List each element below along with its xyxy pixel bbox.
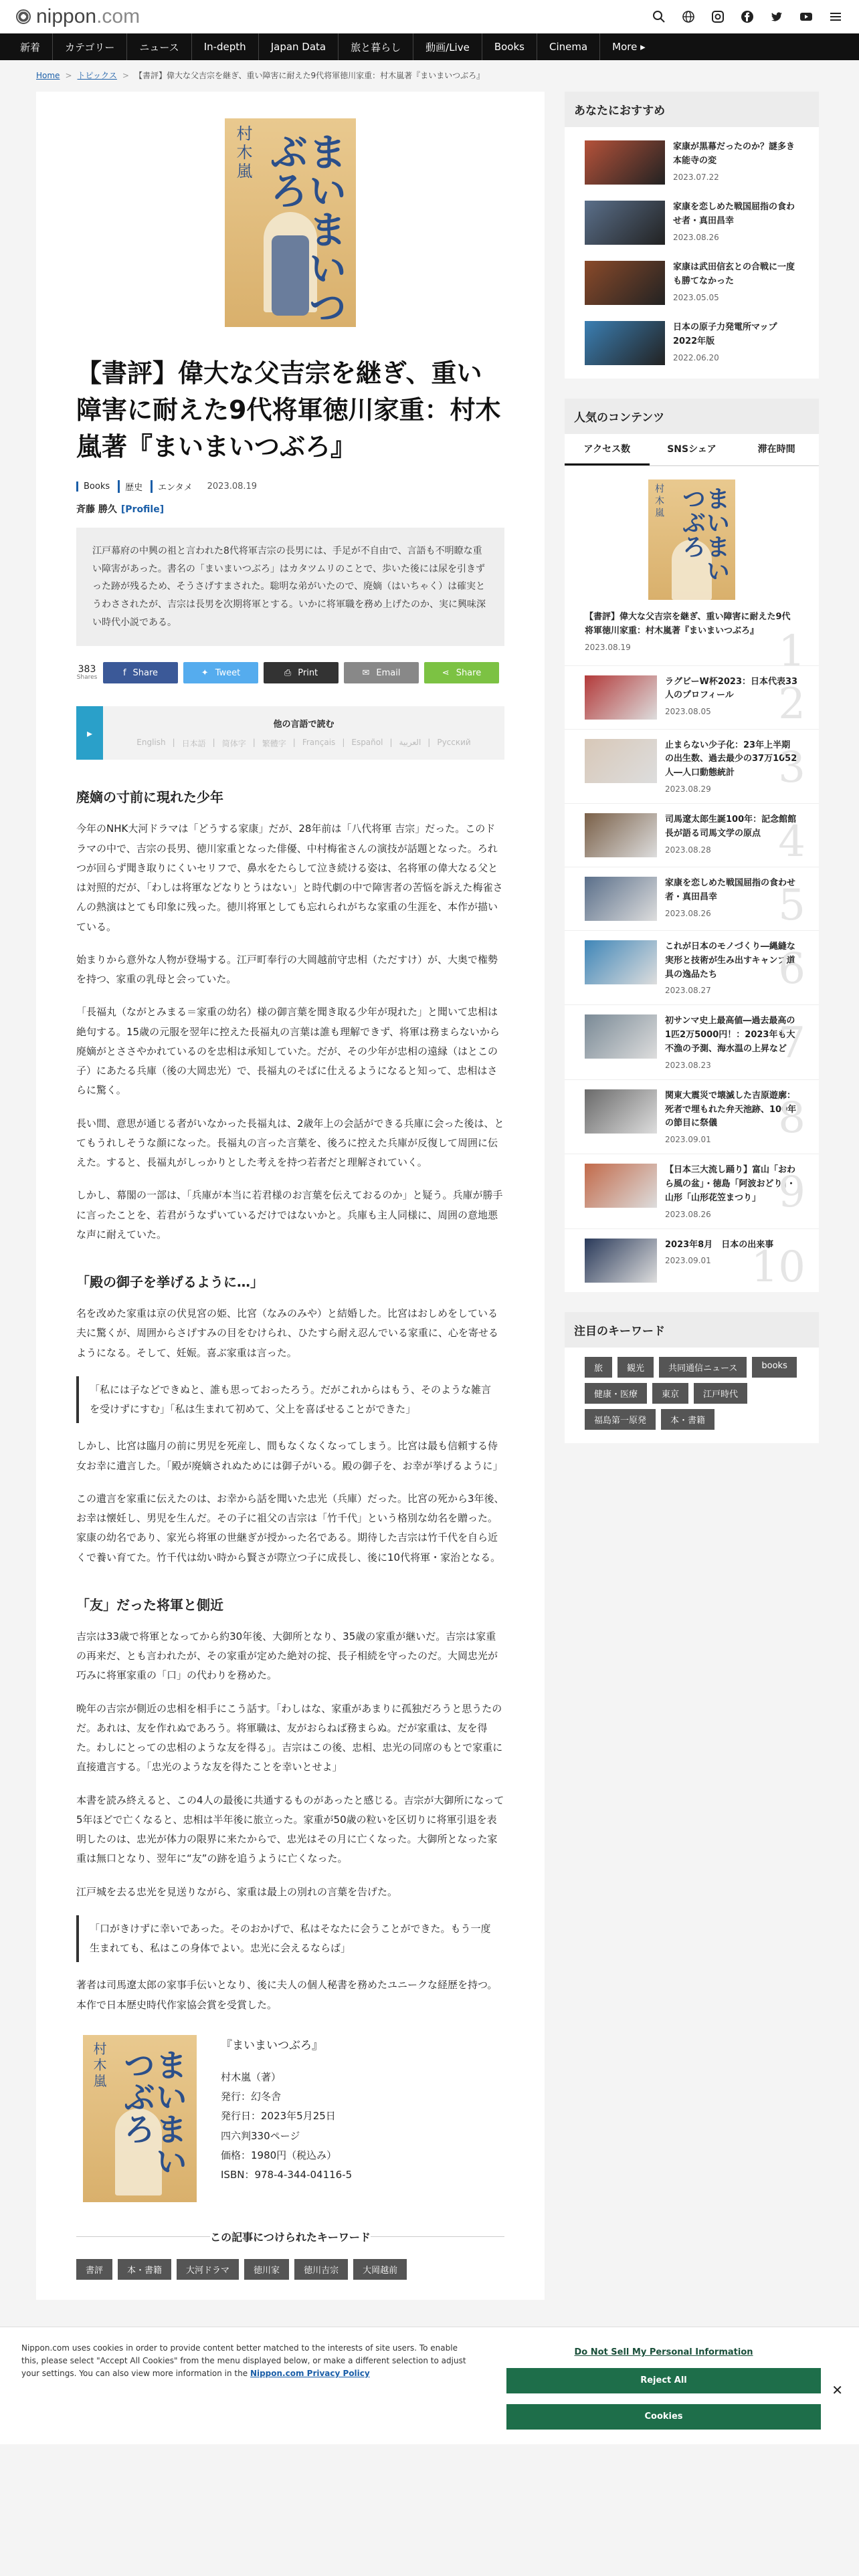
article-date: 2023.08.19: [207, 481, 258, 492]
quote: 「口がきけずに幸いであった。そのおかげで、私はそなたに会うことができた。もう一度生まれても、私はこの身体でよい。忠光に会えるならば」: [76, 1915, 504, 1963]
rank-number: 10: [751, 1242, 805, 1292]
paragraph: 吉宗は33歳で将軍となってから約30年後、大御所となり、35歳の家重が継いだ。吉宗は家重の再来だ、とも言われたが、その家重が定めた絶対の掟、長子相続を守ったのだ。大岡忠光が巧みに将軍家重の「口」の代わりを務めた。: [76, 1630, 498, 1682]
author-profile-link[interactable]: [Profile]: [120, 504, 165, 516]
recommend-title: 家康を恋しめた戦国屈指の食わせ者・真田昌幸: [673, 202, 795, 226]
rank-item[interactable]: [565, 930, 819, 1004]
rank-date: 2023.09.01: [665, 1135, 711, 1145]
nav-item[interactable]: ニュース: [127, 33, 191, 60]
language-link[interactable]: Русский: [437, 738, 471, 748]
paragraph: 著者は司馬遼太郎の家事手伝いとなり、後に夫人の個人秘書を務めたユニークな経歴を持つ。本作で日本歴史時代作家協会賞を受賞した。: [76, 1979, 498, 2011]
recommend-date: 2023.05.05: [673, 292, 719, 302]
paragraph: 名を改めた家重は京の伏見宮の姫、比宮（なみのみや）と結婚した。比宮はおしめをしている夫に驚くが、周囲からさげすみの目をむけられ、ひたすら耐え忍んでいる家重に、心を寄せるようになる。そして、妊娠。喜ぶ家重は言った。: [76, 1307, 498, 1359]
rank-date: 2023.08.19: [585, 642, 631, 652]
rank-number: 4: [778, 817, 805, 867]
rank-date: 2023.08.26: [665, 1209, 711, 1219]
share-icon: ⋖: [442, 667, 450, 678]
keyword-tag[interactable]: 福島第一原発: [585, 1409, 656, 1430]
tag-books[interactable]: Books: [76, 481, 110, 492]
rank-number: 6: [778, 944, 805, 994]
twitter-icon[interactable]: [769, 9, 784, 24]
section-heading: 廃嫡の寸前に現れた少年: [76, 789, 223, 806]
top-bar: [0, 0, 859, 33]
recommend-title: あなたにおすすめ: [565, 92, 819, 127]
keyword-tag[interactable]: 健康・医療: [585, 1383, 647, 1404]
expand-icon[interactable]: ▸: [76, 706, 103, 760]
twitter-icon: ✦: [201, 667, 209, 678]
rank-title: 初サンマ史上最高値―過去最高の1匹2万5000円！：2023年も大不漁の予測、海水温の上昇など: [665, 1016, 795, 1054]
book-info: [76, 2035, 504, 2202]
nav-item[interactable]: 新着: [8, 33, 53, 60]
paragraph: 長い間、意思が通じる者がいなかった長福丸は、2歳年上の会話ができる兵庫に会った後は、とてもうれしそうな顔になった。長福丸の言った言葉を、後ろに控えた兵庫が反復して周囲に伝えた。すると、長福丸がしっかりとした考えを持つ若者だと理解されていく。: [76, 1117, 504, 1168]
keyword-tag[interactable]: 大河ドラマ: [177, 2259, 239, 2280]
rank-thumb: [585, 739, 657, 783]
language-separator: |: [342, 738, 345, 748]
rank-title: これが日本のモノづくり―縄縫な実形と技術が生み出すキャンプ道具の逸品たち: [665, 941, 795, 980]
rank-title: 【日本三大流し踊り】富山「おわら風の盆」・徳島「阿波おどり」・山形「山形花笠まつり」: [665, 1165, 796, 1203]
language-link[interactable]: Español: [351, 738, 383, 748]
keyword-tag[interactable]: 江戸時代: [694, 1383, 747, 1404]
language-separator: |: [389, 738, 393, 748]
breadcrumb-current: 【書評】偉大な父吉宗を継ぎ、重い障害に耐えた9代将軍徳川家重：村木嵐著『まいまいつぶろ』: [134, 71, 485, 80]
language-separator: |: [427, 738, 431, 748]
recommend-item[interactable]: [565, 132, 819, 193]
nav-item[interactable]: In-depth: [192, 33, 259, 60]
popular-tab[interactable]: SNSシェア: [667, 444, 717, 455]
book-info-cover: 村木嵐 まいまいつぶろ: [83, 2035, 197, 2202]
instagram-icon[interactable]: [710, 9, 725, 24]
rank-thumb: [585, 1089, 657, 1134]
popular-widget: [565, 399, 819, 1292]
breadcrumb: Home > トピックス > 【書評】偉大な父吉宗を継ぎ、重い障害に耐えた9代将軍徳川家重：村木嵐著『まいまいつぶろ』: [36, 71, 485, 80]
facebook-icon[interactable]: [740, 9, 755, 24]
recommend-date: 2022.06.20: [673, 352, 719, 362]
rank-number: 9: [778, 1168, 805, 1218]
facebook-icon: f: [122, 667, 126, 678]
language-separator: |: [292, 738, 296, 748]
email-button[interactable]: ✉ Email: [344, 662, 419, 683]
rank-item[interactable]: [565, 466, 819, 676]
rank-date: 2023.08.28: [665, 845, 711, 855]
search-icon[interactable]: [652, 9, 666, 24]
menu-icon[interactable]: [828, 9, 843, 24]
logo-text: nippon: [36, 5, 97, 27]
nav-item[interactable]: 動画/Live: [413, 33, 482, 60]
rank-title: 2023年8月 日本の出来事: [665, 1239, 774, 1250]
other-languages: [76, 706, 504, 760]
globe-icon[interactable]: [681, 9, 696, 24]
rank-item[interactable]: [565, 1004, 819, 1079]
email-icon: ✉: [362, 667, 370, 678]
article-tags: [76, 480, 504, 493]
privacy-policy-link[interactable]: Nippon.com Privacy Policy: [250, 2369, 370, 2379]
rank-item[interactable]: [565, 1154, 819, 1228]
recommend-item[interactable]: [565, 193, 819, 253]
hero-image: [76, 118, 504, 327]
keyword-tag[interactable]: 共同通信ニュース: [659, 1357, 747, 1378]
keyword-tag[interactable]: 観光: [617, 1357, 654, 1378]
author-name: 斉藤 勝久: [76, 504, 117, 516]
article-keywords: [76, 2259, 504, 2280]
popular-title: 人気のコンテンツ: [565, 399, 819, 434]
rank-title: 関東大震災で壊滅した吉原遊廓：死者で埋もれた弁天池跡、100年の節目に祭儀: [665, 1090, 797, 1129]
logo-suffix: .com: [96, 5, 140, 27]
rank-thumb: [585, 1239, 657, 1283]
rank-title: ラグビーW杯2023：日本代表33人のプロフィール: [665, 676, 798, 701]
paragraph: この遺言を家重に伝えたのは、お幸から話を聞いた忠光（兵庫）だった。比宮の死から3年後、お幸は懐妊し、男児を生んだ。その子に祖父の吉宗は「竹千代」という格別な幼名を贈った。家康の幼名であり、家光ら将軍の世継ぎが授かった名である。期待した吉宗は竹千代を自ら近くで養い育てた。竹千代は幼い時から賢さが際立つ子に成長し、後に10代将軍・家治となる。: [76, 1492, 504, 1564]
share-bar: [76, 662, 504, 683]
share-count: 383 Shares: [76, 663, 98, 681]
rank-title: 【書評】偉大な父吉宗を継ぎ、重い障害に耐えた9代将軍徳川家重：村木嵐著『まいまいつぶろ』: [585, 612, 791, 636]
book-info-line: 村木嵐（著）: [221, 2070, 282, 2083]
cover-author: 村木嵐: [233, 125, 252, 181]
paragraph: 江戸城を去る忠光を見送りながら、家重は最上の別れの言葉を告げた。: [76, 1885, 398, 1898]
cookie-banner: [0, 2327, 859, 2444]
keyword-tag[interactable]: 大岡越前: [353, 2259, 407, 2280]
nav-item[interactable]: Japan Data: [259, 33, 339, 60]
accept-cookies-button[interactable]: Cookies: [506, 2404, 821, 2430]
rank-number: 8: [778, 1093, 805, 1143]
rank-number: 3: [778, 742, 805, 792]
rank-title: 司馬遼太郎生誕100年：記念館館長が語る司馬文学の原点: [665, 814, 797, 839]
breadcrumb-home[interactable]: Home: [36, 71, 60, 80]
language-separator: |: [252, 738, 256, 748]
rank-item[interactable]: [565, 867, 819, 930]
rank-thumb: [585, 940, 657, 984]
rank-item[interactable]: [565, 1079, 819, 1154]
recommend-thumb: [585, 261, 665, 305]
rank-date: 2023.09.01: [665, 1256, 711, 1266]
language-link[interactable]: العربية: [399, 738, 421, 748]
rank-number: 7: [778, 1018, 805, 1069]
article-keywords-title: この記事につけられたキーワード: [76, 2229, 504, 2244]
rank-date: 2023.08.26: [665, 908, 711, 918]
rank-item[interactable]: [565, 729, 819, 803]
paragraph: しかし、比宮は臨月の前に男児を死産し、間もなくなくなってしまう。比宮は最も信頼する侍女お幸に遺言した。「殿が廃嫡されぬためには御子がいる。殿の御子を、お幸が挙げるように」: [76, 1440, 503, 1472]
book-info-line: 発行日：2023年5月25日: [221, 2110, 336, 2123]
languages-title: 他の言語で読む: [273, 720, 335, 730]
paragraph: 始まりから意外な人物が登場する。江戸町奉行の大岡越前守忠相（ただすけ）が、大奥で権勢を持つ、家重の乳母と会っていた。: [76, 953, 498, 985]
keywords-widget-title: 注目のキーワード: [565, 1312, 819, 1348]
logo-mark-icon: [16, 9, 31, 24]
rank-thumb: 村木嵐 まいまいつぶろ: [648, 479, 735, 600]
rank-thumb: [585, 813, 657, 857]
youtube-icon[interactable]: [799, 9, 814, 24]
recommend-title: 日本の原子力発電所マップ 2022年版: [673, 322, 777, 346]
article-lead: 江戸幕府の中興の祖と言われた8代将軍吉宗の長男には、手足が不自由で、言語も不明瞭な重い障害があった。書名の「まいまいつぶろ」はカタツムリのことで、歩いた後には尿を引きずった跡が残るため、そうさげすまされた。聡明な弟がいたので、廃嫡（はいちゃく）は確実とうわさされたが、吉宗は長男を次期将軍とする。いかに将軍職を務め上げたのか、実に興味深い時代小説である。: [76, 528, 504, 646]
article-main: [36, 92, 545, 2300]
keyword-tag[interactable]: 本・書籍: [661, 1409, 714, 1430]
keyword-tag[interactable]: 徳川吉宗: [294, 2259, 348, 2280]
book-info-line: 価格：1980円（税込み）: [221, 2149, 337, 2161]
book-info-title: 『まいまいつぶろ』: [221, 2038, 323, 2052]
recommend-date: 2023.07.22: [673, 172, 719, 182]
nav-item[interactable]: More ▸: [612, 41, 646, 53]
twitter-share-button[interactable]: ✦ Tweet: [183, 662, 258, 683]
rank-item[interactable]: [565, 803, 819, 867]
language-link[interactable]: 简体字: [221, 739, 246, 749]
quote: 「私には子などできぬと、誰も思っておったろう。だがこれからはもう、そのような雑言を受けずにすむ」「私は生まれて初めて、父上を喜ばせることができた」: [76, 1376, 504, 1424]
popular-tab[interactable]: アクセス数: [565, 434, 650, 465]
keyword-tag[interactable]: 東京: [652, 1383, 688, 1404]
book-info-line: 四六判330ページ: [221, 2129, 300, 2142]
recommend-thumb: [585, 201, 665, 245]
recommend-widget: [565, 92, 819, 379]
recommend-item[interactable]: [565, 313, 819, 373]
paragraph: 本書を読み終えると、この4人の最後に共通するものがあったと感じる。吉宗が大御所になって5年ほどで亡くなると、忠相は半年後に旅立った。家重が50歳の粒いを区切りに将軍引退を表明したのは、忠光が体力の限界に来たからで、忠光はその月に亡くなった。大御所となった家重は無口となり、翌年に“友”の跡を追うように亡くなった。: [76, 1794, 504, 1865]
facebook-share-button[interactable]: f Share: [103, 662, 178, 683]
language-separator: |: [212, 738, 215, 748]
recommend-thumb: [585, 140, 665, 185]
rank-date: 2023.08.29: [665, 784, 711, 794]
rank-date: 2023.08.27: [665, 986, 711, 996]
nav-item[interactable]: Cinema: [537, 33, 600, 60]
recommend-title: 家康は武田信玄との合戦に一度も勝てなかった: [673, 262, 795, 286]
book-cover-image: [225, 118, 356, 327]
book-info-line: ISBN：978-4-344-04116-5: [221, 2169, 353, 2181]
paragraph: 「長福丸（ながとみまる＝家重の幼名）様の御言葉を聞き取る少年が現れた」と聞いて忠相は絶句する。15歳の元服を翌年に控えた長福丸の言葉は誰も理解できず、将軍は務まらないから廃嫡がとささやかれているのを忠相は承知していた。だが、その少年が忠相の遠縁（はとこの子）にあたる兵庫（後の大岡忠光）で、長福丸のそばに仕えるようになると知って、忠相はさらに驚く。: [76, 1006, 500, 1097]
paragraph: 今年のNHK大河ドラマは「どうする家康」だが、28年前は「八代将軍 吉宗」だった。このドラマの中で、吉宗の長男、徳川家重となった俳優、中村梅雀さんの演技が話題となった。ろれつが回らず聞き取りにくいセリフで、鼻水をたらして泣き続ける姿は、名将軍の偉大なる父とは対照的だが、「わしは将軍などなりとうはない」と時代劇の中で障害者の苦悩を訴えた梅雀さんの熱演はとても印象に残った。徳川将軍としても忘れられがちな家重の生涯を、本作が描いている。: [76, 823, 503, 933]
keyword-tag[interactable]: 書評: [76, 2259, 112, 2280]
paragraph: しかし、幕閣の一部は、「兵庫が本当に若君様のお言葉を伝えておるのか」と疑う。兵庫が勝手に言ったことを、若君がうなずいているだけではないかと。兵庫も主人同様に、周囲の意地悪な声に耐えていた。: [76, 1189, 503, 1241]
article-author: [76, 502, 504, 516]
rank-date: 2023.08.23: [665, 1060, 711, 1070]
language-separator: |: [172, 738, 175, 748]
rank-number: 5: [778, 880, 805, 930]
rank-number: 1: [778, 627, 805, 676]
rank-title: 家康を恋しめた戦国屈指の食わせ者・真田昌幸: [665, 877, 796, 902]
book-info-line: 発行：幻冬舎: [221, 2090, 282, 2103]
language-link[interactable]: English: [136, 738, 166, 748]
sidebar: [565, 92, 819, 2300]
nav-item[interactable]: カテゴリー: [53, 33, 127, 60]
main-nav: [0, 33, 859, 60]
site-logo[interactable]: [16, 5, 140, 28]
close-icon[interactable]: ✕: [832, 2381, 843, 2398]
nav-item[interactable]: 旅と暮らし: [339, 33, 413, 60]
breadcrumb-topics[interactable]: トピックス: [77, 71, 117, 80]
share-button[interactable]: ⋖ Share: [424, 662, 499, 683]
printer-icon: ⎙: [284, 667, 292, 678]
cookie-text: Nippon.com uses cookies in order to provide content better matched to the interests of site users. To enable this, please select "Accept All Cookies" from the menu displayed below, or make a different selection to adjust your settings. You can also view more information in the Nippon.com Privacy Policy: [21, 2343, 466, 2379]
language-link[interactable]: 日本語: [181, 739, 206, 749]
rank-thumb: [585, 877, 657, 921]
cover-title: まいまいつぶろ: [263, 132, 347, 326]
rank-number: 2: [778, 679, 805, 729]
rank-thumb: [585, 675, 657, 720]
recommend-item[interactable]: [565, 253, 819, 313]
rank-item[interactable]: [565, 1228, 819, 1292]
keyword-tag[interactable]: 徳川家: [244, 2259, 289, 2280]
rank-item[interactable]: [565, 665, 819, 729]
keywords-widget: [565, 1312, 819, 1443]
tag-history[interactable]: 歴史: [118, 480, 142, 493]
section-heading: 「殿の御子を挙げるように…」: [76, 1274, 264, 1290]
paragraph: 晩年の吉宗が側近の忠相を相手にこう話す。「わしはな、家重があまりに孤独だろうと思うたのだ。あれは、友を作れぬであろう。将軍職は、友がおらねば務まらぬ。だが家重は、友を得た。わしにとっての忠相のような友を得る」。吉宗はこの後、忠相、忠光の同席のもとで家重に直接遺言する。「忠光のような友を得たことを幸いとせよ」: [76, 1702, 503, 1774]
do-not-sell-link[interactable]: Do Not Sell My Personal Information: [574, 2347, 753, 2357]
language-link[interactable]: Français: [302, 738, 336, 748]
rank-thumb: [585, 1164, 657, 1208]
reject-all-button[interactable]: Reject All: [506, 2368, 821, 2393]
recommend-date: 2023.08.26: [673, 232, 719, 242]
tag-entertainment[interactable]: エンタメ: [151, 480, 192, 493]
keyword-tag[interactable]: 本・書籍: [118, 2259, 171, 2280]
recommend-thumb: [585, 321, 665, 365]
section-heading: 「友」だった将軍と側近: [76, 1596, 223, 1613]
article-title: 【書評】偉大な父吉宗を継ぎ、重い障害に耐えた9代将軍徳川家重：村木嵐著『まいまいつぶろ』: [76, 358, 501, 462]
rank-title: 止まらない少子化：23年上半期の出生数、過去最少の37万1052人―人口動態統計: [665, 740, 797, 778]
keyword-tag[interactable]: books: [752, 1357, 796, 1378]
rank-date: 2023.08.05: [665, 707, 711, 717]
language-link[interactable]: 繁體字: [262, 739, 286, 749]
popular-tab[interactable]: 滞在時間: [757, 444, 795, 455]
print-button[interactable]: ⎙ Print: [264, 662, 339, 683]
rank-thumb: [585, 1014, 657, 1059]
recommend-title: 家康が黒幕だったのか？謎多き本能寺の変: [673, 142, 795, 166]
keyword-tag[interactable]: 旅: [585, 1357, 612, 1378]
nav-item[interactable]: Books: [482, 33, 537, 60]
